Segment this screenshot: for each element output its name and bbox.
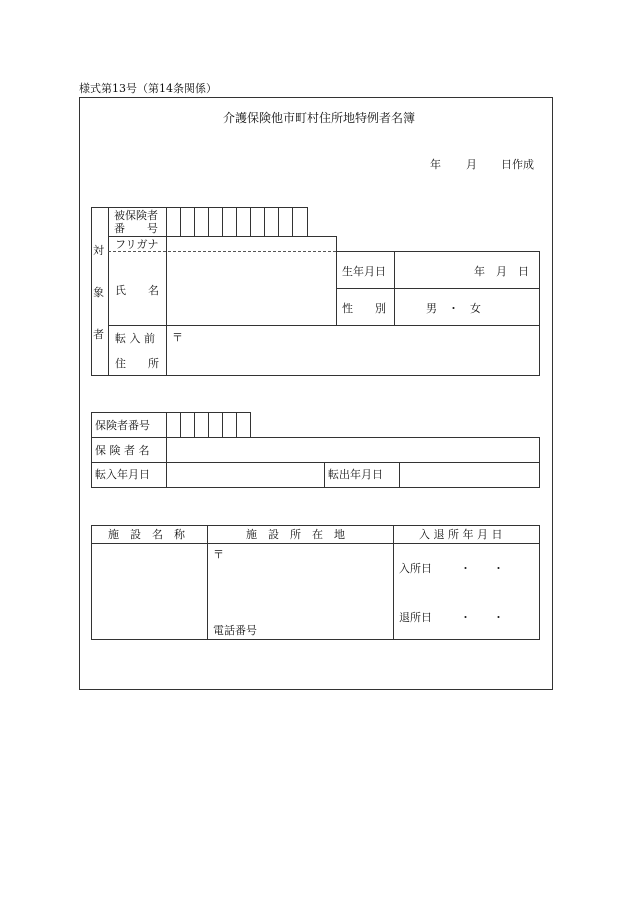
side-label-2: 象 — [93, 286, 104, 299]
phone-label: 電話番号 — [213, 624, 257, 637]
insurer-name-field[interactable] — [167, 438, 539, 462]
admission-label: 入所日 — [399, 562, 432, 575]
insured-number-label-1: 被保険者 — [114, 209, 158, 222]
date-month-label: 月 — [466, 158, 477, 171]
move-out-date-label: 転出年月日 — [328, 468, 383, 481]
birthdate-label: 生年月日 — [342, 265, 386, 278]
side-label-1: 対 — [93, 244, 104, 257]
move-in-date-field[interactable] — [167, 463, 323, 487]
name-label: 氏 名 — [115, 284, 159, 297]
facility-postal-mark: 〒 — [213, 548, 224, 561]
sex-value[interactable]: 男 ・ 女 — [426, 302, 481, 315]
facility-name-field[interactable] — [92, 544, 206, 639]
date-created-label: 日作成 — [501, 158, 534, 171]
admission-dots[interactable]: ・ ・ — [460, 562, 504, 575]
form-number: 様式第13号（第14条関係） — [79, 82, 217, 95]
birthdate-value[interactable]: 年 月 日 — [474, 265, 529, 278]
facility-address-header: 施 設 所 在 地 — [246, 528, 345, 541]
move-in-date-label: 転入年月日 — [95, 468, 150, 481]
prev-address-label-1: 転 入 前 — [115, 332, 155, 345]
form-title: 介護保険他市町村住所地特例者名簿 — [223, 111, 416, 125]
insurer-number-boxes[interactable] — [166, 412, 251, 438]
furigana-label: フリガナ — [115, 238, 159, 251]
facility-dates-header: 入 退 所 年 月 日 — [419, 528, 503, 541]
insured-number-label-2: 番 号 — [114, 222, 158, 235]
postal-mark: 〒 — [172, 331, 183, 344]
sex-label: 性 別 — [342, 302, 386, 315]
facility-address-field[interactable] — [226, 546, 391, 616]
insured-number-boxes[interactable] — [166, 207, 308, 237]
move-out-date-field[interactable] — [400, 463, 539, 487]
date-year-label: 年 — [430, 158, 441, 171]
prev-address-field[interactable] — [185, 327, 537, 374]
discharge-dots[interactable]: ・ ・ — [460, 611, 504, 624]
name-field[interactable] — [167, 252, 335, 325]
facility-name-header: 施 設 名 称 — [108, 528, 185, 541]
discharge-label: 退所日 — [399, 611, 432, 624]
insurer-number-label: 保険者番号 — [95, 419, 150, 432]
insurer-name-label: 保 険 者 名 — [95, 444, 150, 457]
side-label-3: 者 — [93, 328, 104, 341]
prev-address-label-2: 住 所 — [115, 357, 159, 370]
